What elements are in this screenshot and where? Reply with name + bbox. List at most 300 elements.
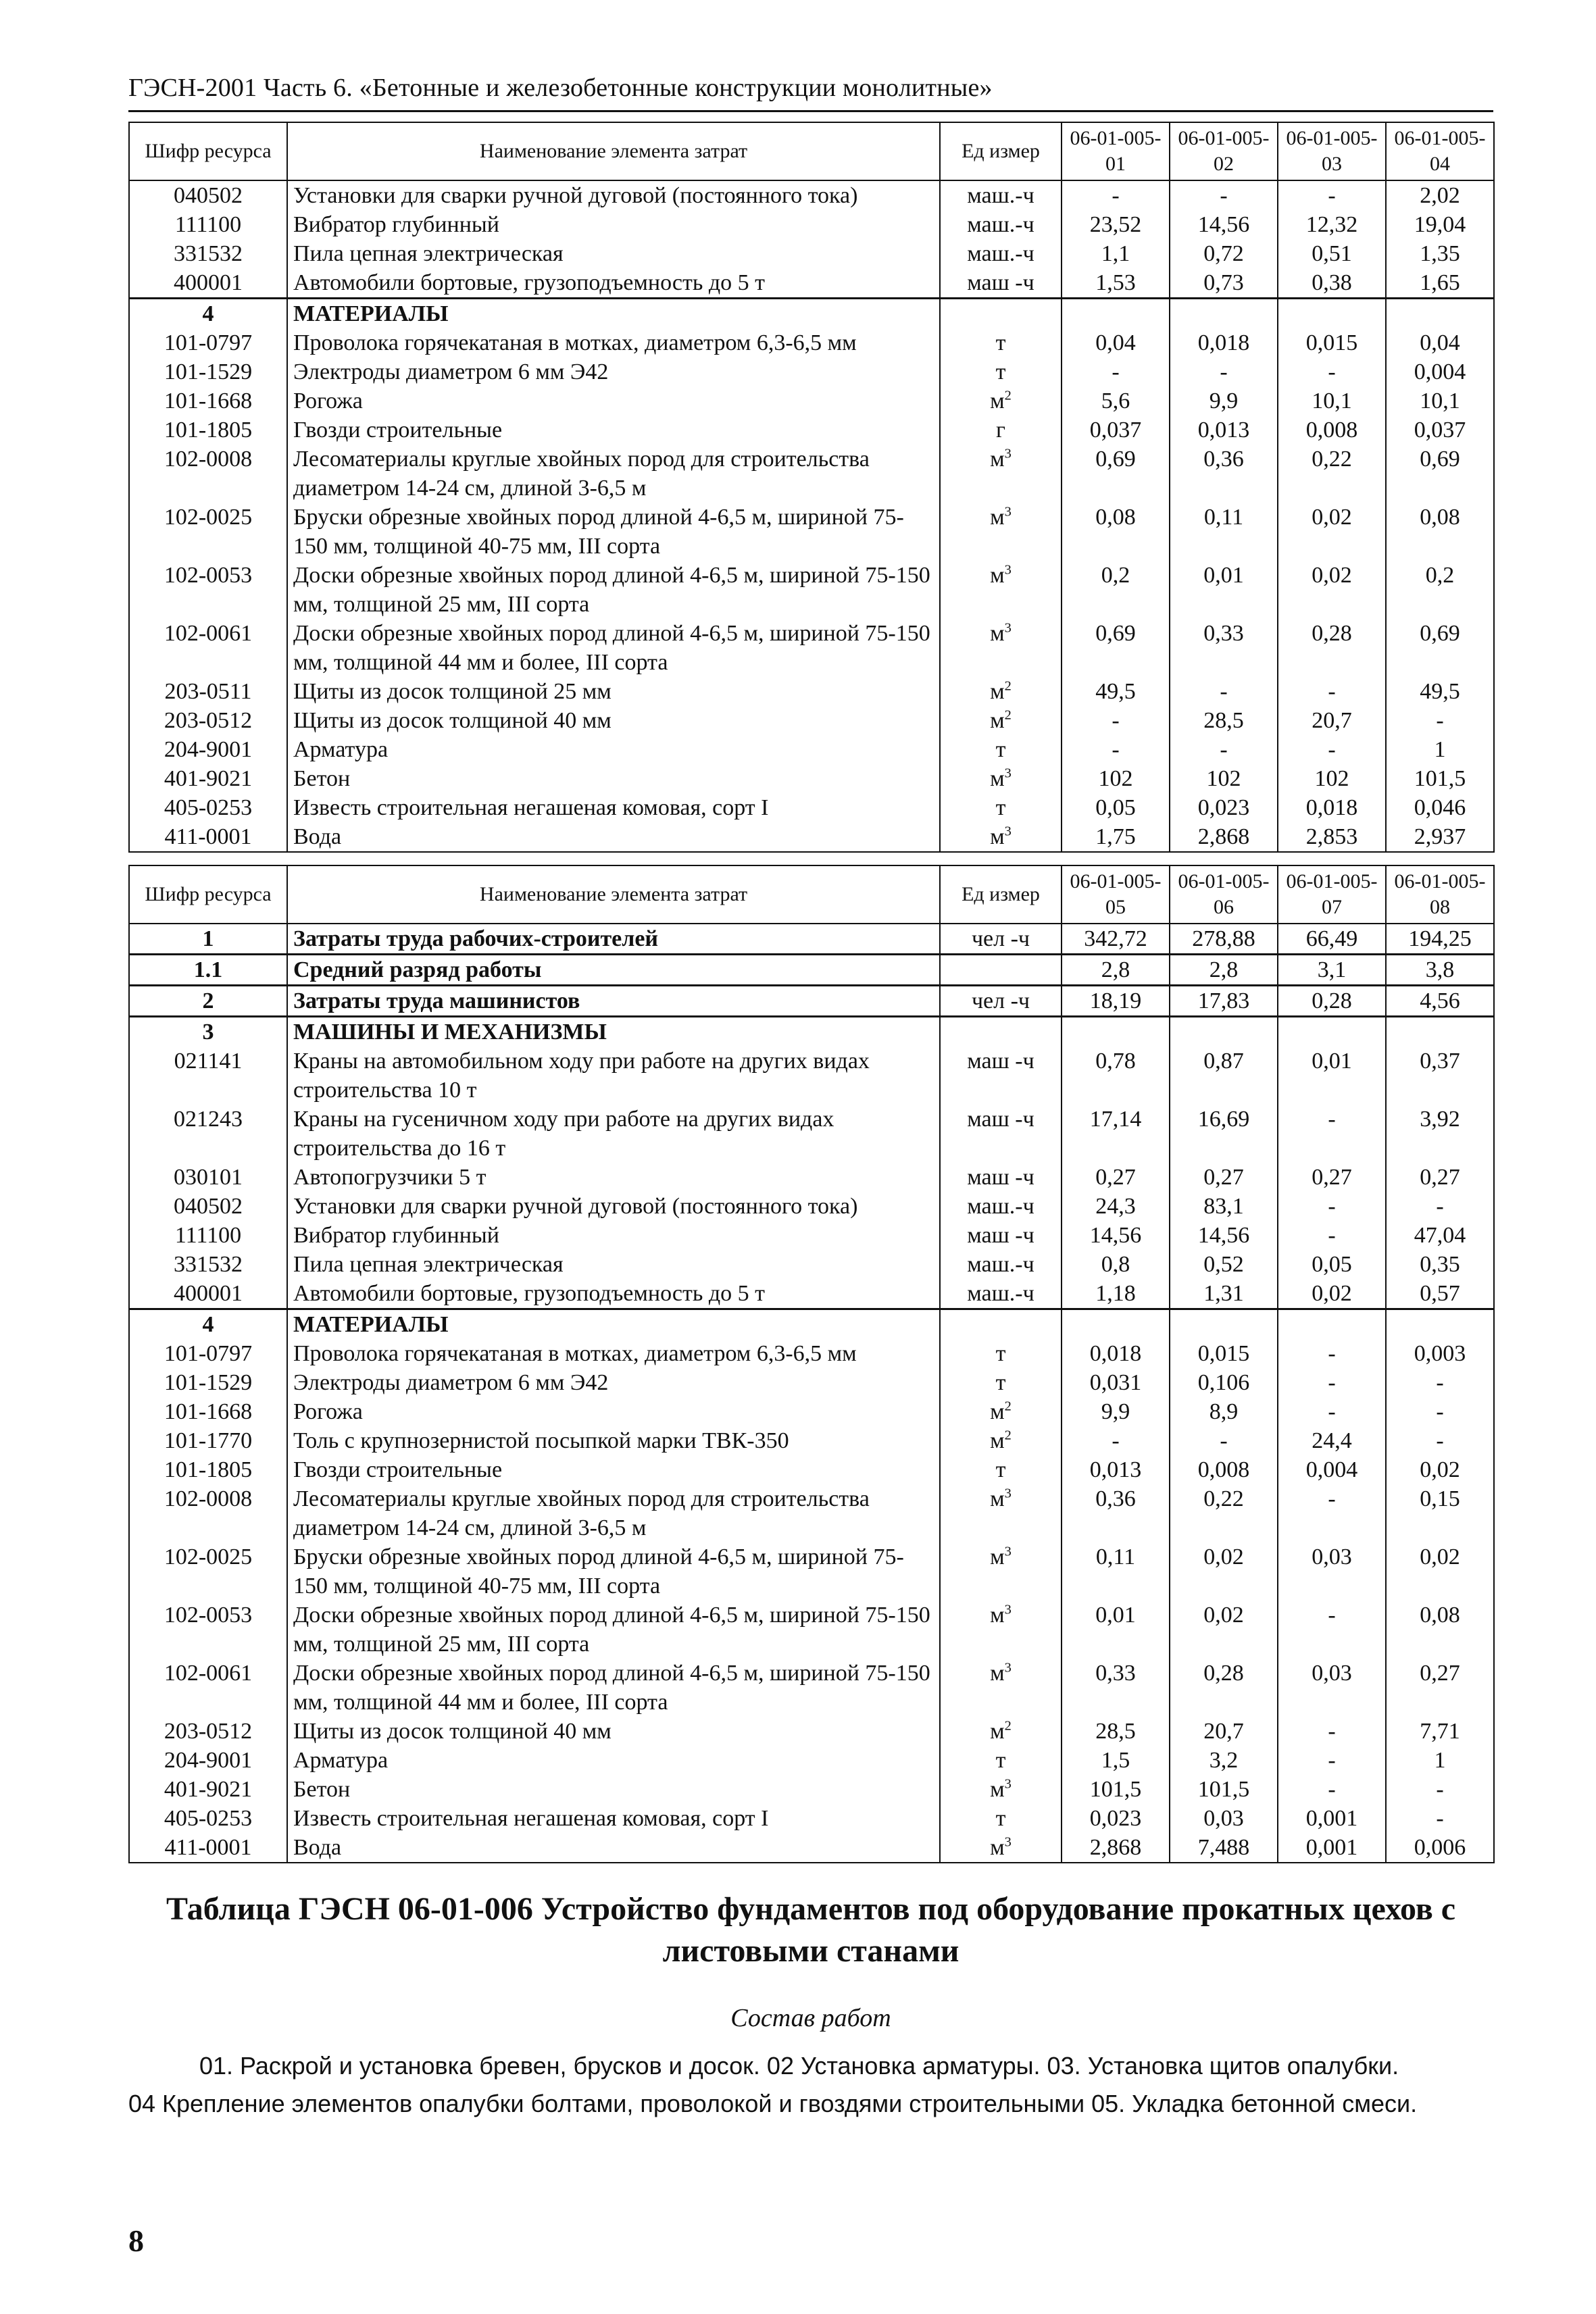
unit-cell xyxy=(940,735,1062,764)
table-header-row xyxy=(129,865,1494,924)
norm-value-cell: 0,27 xyxy=(1386,1163,1494,1192)
norm-value-cell: 19,04 xyxy=(1386,210,1494,239)
norm-value-cell: 0,57 xyxy=(1386,1279,1494,1309)
cost-element-name-cell: МАТЕРИАЛЫ xyxy=(287,299,940,329)
cost-element-name-cell: Автопогрузчики 5 т xyxy=(287,1163,940,1192)
norm-value-cell: 17,14 xyxy=(1062,1105,1170,1163)
norm-value-cell: - xyxy=(1386,1804,1494,1833)
table-header-row xyxy=(129,122,1494,180)
table-row xyxy=(129,1484,1494,1542)
table-row xyxy=(129,735,1494,764)
resource-code-cell: 3 xyxy=(129,1017,287,1047)
norm-value-cell xyxy=(1062,299,1170,329)
cost-element-name-cell: Затраты труда рабочих-строителей xyxy=(287,924,940,955)
unit-cell xyxy=(940,822,1062,852)
unit-cell xyxy=(940,445,1062,503)
cost-element-name-cell: Доски обрезные хвойных пород длиной 4-6,5 м, шириной 75-150 мм, толщиной 44 мм и более, III сорта xyxy=(287,1659,940,1717)
table-section-title: Таблица ГЭСН 06-01-006 Устройство фундаментов под оборудование прокатных цехов с листовыми станами xyxy=(166,1891,1456,1969)
unit-cell xyxy=(940,1397,1062,1426)
resource-code-cell: 4 xyxy=(129,1309,287,1340)
resource-code-cell: 102-0025 xyxy=(129,503,287,561)
norm-value-cell: 0,2 xyxy=(1062,561,1170,619)
norm-value-cell: - xyxy=(1170,735,1278,764)
norm-value-cell: 1,18 xyxy=(1062,1279,1170,1309)
unit-exponent: 2 xyxy=(1004,678,1012,694)
norm-value-cell: - xyxy=(1278,735,1386,764)
norm-value-cell: - xyxy=(1278,1221,1386,1250)
norm-value-cell: - xyxy=(1062,1426,1170,1455)
unit-cell xyxy=(940,328,1062,357)
norm-value-cell xyxy=(1170,1017,1278,1047)
cost-element-name-cell: Вода xyxy=(287,822,940,852)
norm-value-cell: 2,8 xyxy=(1170,955,1278,986)
norm-value-cell: 1,31 xyxy=(1170,1279,1278,1309)
norm-value-cell: 0,72 xyxy=(1170,239,1278,268)
unit-cell xyxy=(940,1309,1062,1340)
resource-code-cell: 101-1668 xyxy=(129,386,287,416)
resource-code-cell: 101-1805 xyxy=(129,1455,287,1484)
cost-element-name-cell: Щиты из досок толщиной 40 мм xyxy=(287,1717,940,1746)
norm-value-cell xyxy=(1278,1309,1386,1340)
unit-text: м xyxy=(990,388,1005,413)
norm-value-cell: 0,001 xyxy=(1278,1804,1386,1833)
table-row xyxy=(129,1250,1494,1279)
unit-text: м xyxy=(990,447,1005,472)
unit-cell xyxy=(940,1163,1062,1192)
table-row xyxy=(129,1221,1494,1250)
norm-value-cell: - xyxy=(1386,1368,1494,1397)
resource-table-1 xyxy=(128,122,1495,853)
unit-cell xyxy=(940,1221,1062,1250)
cost-element-name-cell: Гвозди строительные xyxy=(287,416,940,445)
norm-value-cell: 101,5 xyxy=(1170,1775,1278,1804)
unit-exponent: 2 xyxy=(1004,707,1012,723)
unit-cell xyxy=(940,1833,1062,1863)
norm-value-cell: 3,2 xyxy=(1170,1746,1278,1775)
unit-cell xyxy=(940,1339,1062,1368)
norm-value-cell: 0,046 xyxy=(1386,793,1494,822)
table-row xyxy=(129,619,1494,677)
resource-code-cell: 101-1529 xyxy=(129,357,287,386)
table-row xyxy=(129,503,1494,561)
table-row xyxy=(129,924,1494,955)
norm-value-cell: 0,69 xyxy=(1386,445,1494,503)
norm-value-cell: 18,19 xyxy=(1062,986,1170,1017)
unit-text: маш.-ч xyxy=(967,1281,1034,1306)
norm-value-cell: - xyxy=(1278,1397,1386,1426)
norm-value-cell: 23,52 xyxy=(1062,210,1170,239)
unit-cell xyxy=(940,1455,1062,1484)
resource-code-cell: 030101 xyxy=(129,1163,287,1192)
norm-value-cell: 0,11 xyxy=(1062,1542,1170,1601)
unit-cell xyxy=(940,386,1062,416)
resource-code-cell: 1.1 xyxy=(129,955,287,986)
table-row xyxy=(129,1775,1494,1804)
unit-cell xyxy=(940,1426,1062,1455)
cost-element-name-cell: Бруски обрезные хвойных пород длиной 4-6,5 м, шириной 75-150 мм, толщиной 40-75 мм, III сорта xyxy=(287,1542,940,1601)
norm-value-cell: - xyxy=(1062,735,1170,764)
cost-element-name-cell: Лесоматериалы круглые хвойных пород для строительства диаметром 14-24 см, длиной 3-6,5 м xyxy=(287,1484,940,1542)
table-row xyxy=(129,706,1494,735)
norm-value-cell xyxy=(1170,299,1278,329)
table-row xyxy=(129,1746,1494,1775)
norm-value-cell: 28,5 xyxy=(1170,706,1278,735)
unit-exponent: 2 xyxy=(1004,388,1012,403)
norm-value-cell: 0,08 xyxy=(1062,503,1170,561)
norm-value-cell: 0,33 xyxy=(1170,619,1278,677)
resource-code-cell: 102-0061 xyxy=(129,619,287,677)
norm-value-cell xyxy=(1170,1309,1278,1340)
norm-value-cell: 0,69 xyxy=(1386,619,1494,677)
work-composition-title: Состав работ xyxy=(730,2004,891,2032)
norm-value-cell: - xyxy=(1278,1775,1386,1804)
table-row xyxy=(129,1309,1494,1340)
resource-code-cell: 4 xyxy=(129,299,287,329)
resource-code-cell: 1 xyxy=(129,924,287,955)
work-composition-text xyxy=(128,2047,1493,2123)
norm-value-cell: 1,35 xyxy=(1386,239,1494,268)
norm-value-cell: 10,1 xyxy=(1386,386,1494,416)
norm-value-cell: 0,27 xyxy=(1278,1163,1386,1192)
norm-value-cell: 0,27 xyxy=(1386,1659,1494,1717)
cost-element-name-cell: Установки для сварки ручной дуговой (постоянного тока) xyxy=(287,1192,940,1221)
resource-code-cell: 021141 xyxy=(129,1047,287,1105)
unit-cell xyxy=(940,764,1062,793)
resource-code-cell: 101-1529 xyxy=(129,1368,287,1397)
cost-element-name-cell: Рогожа xyxy=(287,1397,940,1426)
norm-value-cell: 5,6 xyxy=(1062,386,1170,416)
header-norm-code-3: 06-01-005-07 xyxy=(1278,865,1386,924)
resource-code-cell: 405-0253 xyxy=(129,1804,287,1833)
unit-text: маш -ч xyxy=(967,270,1034,295)
norm-value-cell: 3,1 xyxy=(1278,955,1386,986)
unit-text: т xyxy=(995,330,1006,355)
resource-code-cell: 111100 xyxy=(129,1221,287,1250)
norm-value-cell: 2,853 xyxy=(1278,822,1386,852)
norm-value-cell: - xyxy=(1062,706,1170,735)
norm-value-cell: 1,5 xyxy=(1062,1746,1170,1775)
resource-code-cell: 203-0512 xyxy=(129,706,287,735)
resource-code-cell: 411-0001 xyxy=(129,822,287,852)
resource-code-cell: 111100 xyxy=(129,210,287,239)
header-resource-code: Шифр ресурса xyxy=(129,122,287,180)
norm-value-cell: 4,56 xyxy=(1386,986,1494,1017)
page-number: 8 xyxy=(128,2223,144,2258)
cost-element-name-cell: Известь строительная негашеная комовая, сорт I xyxy=(287,793,940,822)
unit-text: м xyxy=(990,1428,1005,1453)
norm-value-cell: 0,27 xyxy=(1170,1163,1278,1192)
resource-code-cell: 203-0511 xyxy=(129,677,287,706)
norm-value-cell: 0,28 xyxy=(1278,619,1386,677)
cost-element-name-cell: Доски обрезные хвойных пород длиной 4-6,5 м, шириной 75-150 мм, толщиной 44 мм и более, III сорта xyxy=(287,619,940,677)
norm-value-cell: 0,015 xyxy=(1170,1339,1278,1368)
cost-element-name-cell: Бетон xyxy=(287,764,940,793)
norm-value-cell: 0,015 xyxy=(1278,328,1386,357)
unit-exponent: 3 xyxy=(1004,1486,1012,1501)
unit-cell xyxy=(940,677,1062,706)
norm-value-cell: - xyxy=(1278,357,1386,386)
norm-value-cell: 0,018 xyxy=(1170,328,1278,357)
resource-code-cell: 401-9021 xyxy=(129,764,287,793)
resource-code-cell: 102-0061 xyxy=(129,1659,287,1717)
unit-cell xyxy=(940,1484,1062,1542)
unit-exponent: 3 xyxy=(1004,620,1012,636)
unit-cell xyxy=(940,180,1062,210)
table-row xyxy=(129,1047,1494,1105)
norm-value-cell: 14,56 xyxy=(1170,210,1278,239)
header-unit: Ед измер xyxy=(940,865,1062,924)
table-row xyxy=(129,1339,1494,1368)
norm-value-cell: 10,1 xyxy=(1278,386,1386,416)
resource-code-cell: 102-0025 xyxy=(129,1542,287,1601)
cost-element-name-cell: Рогожа xyxy=(287,386,940,416)
resource-code-cell: 331532 xyxy=(129,239,287,268)
cost-element-name-cell: Арматура xyxy=(287,1746,940,1775)
resource-code-cell: 102-0053 xyxy=(129,1601,287,1659)
norm-value-cell: 0,04 xyxy=(1062,328,1170,357)
table-row xyxy=(129,299,1494,329)
norm-value-cell: 101,5 xyxy=(1062,1775,1170,1804)
resource-code-cell: 101-0797 xyxy=(129,328,287,357)
norm-value-cell: 102 xyxy=(1062,764,1170,793)
unit-text: м xyxy=(990,1486,1005,1511)
resource-code-cell: 101-1668 xyxy=(129,1397,287,1426)
norm-value-cell: 0,22 xyxy=(1170,1484,1278,1542)
norm-value-cell: 9,9 xyxy=(1170,386,1278,416)
norm-value-cell: 0,008 xyxy=(1170,1455,1278,1484)
resource-code-cell: 102-0008 xyxy=(129,1484,287,1542)
unit-text: м xyxy=(990,621,1005,646)
table-row xyxy=(129,1279,1494,1309)
norm-value-cell: 0,004 xyxy=(1278,1455,1386,1484)
table-row xyxy=(129,1542,1494,1601)
norm-value-cell: 0,02 xyxy=(1386,1542,1494,1601)
norm-value-cell: 194,25 xyxy=(1386,924,1494,955)
unit-cell xyxy=(940,1775,1062,1804)
cost-element-name-cell: Арматура xyxy=(287,735,940,764)
unit-text: маш.-ч xyxy=(967,1252,1034,1277)
unit-text: маш -ч xyxy=(967,1165,1034,1190)
norm-value-cell: 0,51 xyxy=(1278,239,1386,268)
resource-code-cell: 102-0008 xyxy=(129,445,287,503)
unit-text: т xyxy=(995,795,1006,820)
resource-code-cell: 040502 xyxy=(129,180,287,210)
norm-value-cell: - xyxy=(1278,1746,1386,1775)
unit-cell xyxy=(940,1279,1062,1309)
table-1-body xyxy=(129,180,1494,852)
norm-value-cell: 66,49 xyxy=(1278,924,1386,955)
table-row xyxy=(129,210,1494,239)
cost-element-name-cell: Вода xyxy=(287,1833,940,1863)
norm-value-cell: 0,87 xyxy=(1170,1047,1278,1105)
table-row xyxy=(129,1397,1494,1426)
unit-exponent: 3 xyxy=(1004,446,1012,461)
norm-value-cell: 0,69 xyxy=(1062,619,1170,677)
norm-value-cell: 0,2 xyxy=(1386,561,1494,619)
norm-value-cell: 0,8 xyxy=(1062,1250,1170,1279)
unit-exponent: 3 xyxy=(1004,765,1012,781)
unit-cell xyxy=(940,793,1062,822)
norm-value-cell: 342,72 xyxy=(1062,924,1170,955)
unit-text: м xyxy=(990,1777,1005,1802)
cost-element-name-cell: МАТЕРИАЛЫ xyxy=(287,1309,940,1340)
norm-value-cell: 0,031 xyxy=(1062,1368,1170,1397)
header-norm-code-4: 06-01-005-04 xyxy=(1386,122,1494,180)
header-divider xyxy=(128,110,1493,112)
norm-value-cell: 49,5 xyxy=(1386,677,1494,706)
table-row xyxy=(129,1192,1494,1221)
unit-cell xyxy=(940,986,1062,1017)
norm-value-cell xyxy=(1062,1017,1170,1047)
unit-cell xyxy=(940,955,1062,986)
unit-cell xyxy=(940,1804,1062,1833)
unit-cell xyxy=(940,357,1062,386)
norm-value-cell: 0,22 xyxy=(1278,445,1386,503)
norm-value-cell: 0,02 xyxy=(1170,1542,1278,1601)
unit-text: т xyxy=(995,1341,1006,1366)
work-composition-line-2: 04 Крепление элементов опалубки болтами, проволокой и гвоздями строительными 05. Укладка бетонной смеси. xyxy=(128,2090,1418,2117)
norm-value-cell: 101,5 xyxy=(1386,764,1494,793)
resource-code-cell: 203-0512 xyxy=(129,1717,287,1746)
cost-element-name-cell: Бетон xyxy=(287,1775,940,1804)
unit-cell xyxy=(940,1192,1062,1221)
header-norm-code-2: 06-01-005-02 xyxy=(1170,122,1278,180)
unit-text: м xyxy=(990,824,1005,849)
unit-text: т xyxy=(995,359,1006,384)
resource-code-cell: 331532 xyxy=(129,1250,287,1279)
table-row xyxy=(129,1017,1494,1047)
norm-value-cell: 0,69 xyxy=(1062,445,1170,503)
norm-value-cell: 2,868 xyxy=(1170,822,1278,852)
cost-element-name-cell: Вибратор глубинный xyxy=(287,1221,940,1250)
norm-value-cell: 0,03 xyxy=(1278,1542,1386,1601)
unit-text: м xyxy=(990,505,1005,530)
unit-exponent: 3 xyxy=(1004,1544,1012,1559)
cost-element-name-cell: Пила цепная электрическая xyxy=(287,1250,940,1279)
norm-value-cell: 0,37 xyxy=(1386,1047,1494,1105)
unit-cell xyxy=(940,1659,1062,1717)
unit-text: маш.-ч xyxy=(967,241,1034,266)
unit-text: м xyxy=(990,1544,1005,1569)
norm-value-cell: 2,02 xyxy=(1386,180,1494,210)
norm-value-cell: 0,023 xyxy=(1170,793,1278,822)
unit-cell xyxy=(940,924,1062,955)
norm-value-cell: 0,52 xyxy=(1170,1250,1278,1279)
table-row xyxy=(129,268,1494,299)
norm-value-cell: - xyxy=(1278,1601,1386,1659)
unit-text: т xyxy=(995,737,1006,762)
table-row xyxy=(129,1368,1494,1397)
unit-exponent: 3 xyxy=(1004,562,1012,578)
table-2-body xyxy=(129,924,1494,1863)
resource-code-cell: 021243 xyxy=(129,1105,287,1163)
unit-text: чел -ч xyxy=(971,926,1030,951)
norm-value-cell: 12,32 xyxy=(1278,210,1386,239)
unit-text: м xyxy=(990,1399,1005,1424)
norm-value-cell: 14,56 xyxy=(1062,1221,1170,1250)
unit-exponent: 3 xyxy=(1004,1776,1012,1792)
unit-cell xyxy=(940,1047,1062,1105)
cost-element-name-cell: Пила цепная электрическая xyxy=(287,239,940,268)
norm-value-cell: 278,88 xyxy=(1170,924,1278,955)
norm-value-cell: - xyxy=(1278,1368,1386,1397)
cost-element-name-cell: Автомобили бортовые, грузоподъемность до 5 т xyxy=(287,1279,940,1309)
table-row xyxy=(129,561,1494,619)
norm-value-cell: 7,71 xyxy=(1386,1717,1494,1746)
table-row xyxy=(129,1833,1494,1863)
unit-text: т xyxy=(995,1806,1006,1831)
norm-value-cell: - xyxy=(1386,1192,1494,1221)
unit-cell xyxy=(940,1601,1062,1659)
norm-value-cell: - xyxy=(1278,1717,1386,1746)
cost-element-name-cell: Автомобили бортовые, грузоподъемность до 5 т xyxy=(287,268,940,299)
norm-value-cell: - xyxy=(1278,1105,1386,1163)
unit-text: т xyxy=(995,1370,1006,1395)
norm-value-cell: 1,53 xyxy=(1062,268,1170,299)
unit-cell xyxy=(940,1542,1062,1601)
unit-text: г xyxy=(996,418,1005,443)
resource-code-cell: 102-0053 xyxy=(129,561,287,619)
unit-text: чел -ч xyxy=(971,988,1030,1013)
unit-exponent: 3 xyxy=(1004,504,1012,520)
norm-value-cell: 16,69 xyxy=(1170,1105,1278,1163)
header-norm-code-1: 06-01-005-01 xyxy=(1062,122,1170,180)
norm-value-cell: - xyxy=(1062,180,1170,210)
table-row xyxy=(129,677,1494,706)
norm-value-cell: 0,36 xyxy=(1062,1484,1170,1542)
cost-element-name-cell: Доски обрезные хвойных пород длиной 4-6,5 м, шириной 75-150 мм, толщиной 25 мм, III сорта xyxy=(287,561,940,619)
norm-value-cell: 0,006 xyxy=(1386,1833,1494,1863)
norm-value-cell: 0,15 xyxy=(1386,1484,1494,1542)
table-row xyxy=(129,180,1494,210)
unit-text: м xyxy=(990,766,1005,791)
norm-value-cell: 0,018 xyxy=(1062,1339,1170,1368)
header-cost-element: Наименование элемента затрат xyxy=(287,865,940,924)
norm-value-cell: - xyxy=(1278,1484,1386,1542)
norm-value-cell: - xyxy=(1278,1339,1386,1368)
norm-value-cell xyxy=(1278,299,1386,329)
work-composition-line-1: 01. Раскрой и установка бревен, брусков и досок. 02 Установка арматуры. 03. Установка щитов опалубки. xyxy=(199,2052,1399,2080)
norm-value-cell: - xyxy=(1278,677,1386,706)
unit-exponent: 3 xyxy=(1004,1834,1012,1850)
header-unit: Ед измер xyxy=(940,122,1062,180)
norm-value-cell: 0,004 xyxy=(1386,357,1494,386)
norm-value-cell: - xyxy=(1062,357,1170,386)
norm-value-cell: 0,02 xyxy=(1278,503,1386,561)
norm-value-cell: 0,28 xyxy=(1170,1659,1278,1717)
norm-value-cell: 20,7 xyxy=(1170,1717,1278,1746)
resource-code-cell: 400001 xyxy=(129,1279,287,1309)
table-row xyxy=(129,328,1494,357)
page-header: ГЭСН-2001 Часть 6. «Бетонные и железобетонные конструкции монолитные» xyxy=(128,74,993,102)
cost-element-name-cell: МАШИНЫ И МЕХАНИЗМЫ xyxy=(287,1017,940,1047)
unit-text: т xyxy=(995,1457,1006,1482)
cost-element-name-cell: Установки для сварки ручной дуговой (постоянного тока) xyxy=(287,180,940,210)
norm-value-cell: - xyxy=(1386,1426,1494,1455)
norm-value-cell: 0,35 xyxy=(1386,1250,1494,1279)
table-row xyxy=(129,793,1494,822)
unit-exponent: 3 xyxy=(1004,1602,1012,1617)
unit-exponent: 2 xyxy=(1004,1718,1012,1734)
unit-text: маш.-ч xyxy=(967,212,1034,237)
unit-text: м xyxy=(990,679,1005,704)
norm-value-cell: 0,001 xyxy=(1278,1833,1386,1863)
norm-value-cell: 2,868 xyxy=(1062,1833,1170,1863)
norm-value-cell: 0,02 xyxy=(1386,1455,1494,1484)
cost-element-name-cell: Доски обрезные хвойных пород длиной 4-6,5 м, шириной 75-150 мм, толщиной 25 мм, III сорта xyxy=(287,1601,940,1659)
unit-exponent: 3 xyxy=(1004,824,1012,839)
norm-value-cell: 0,05 xyxy=(1062,793,1170,822)
